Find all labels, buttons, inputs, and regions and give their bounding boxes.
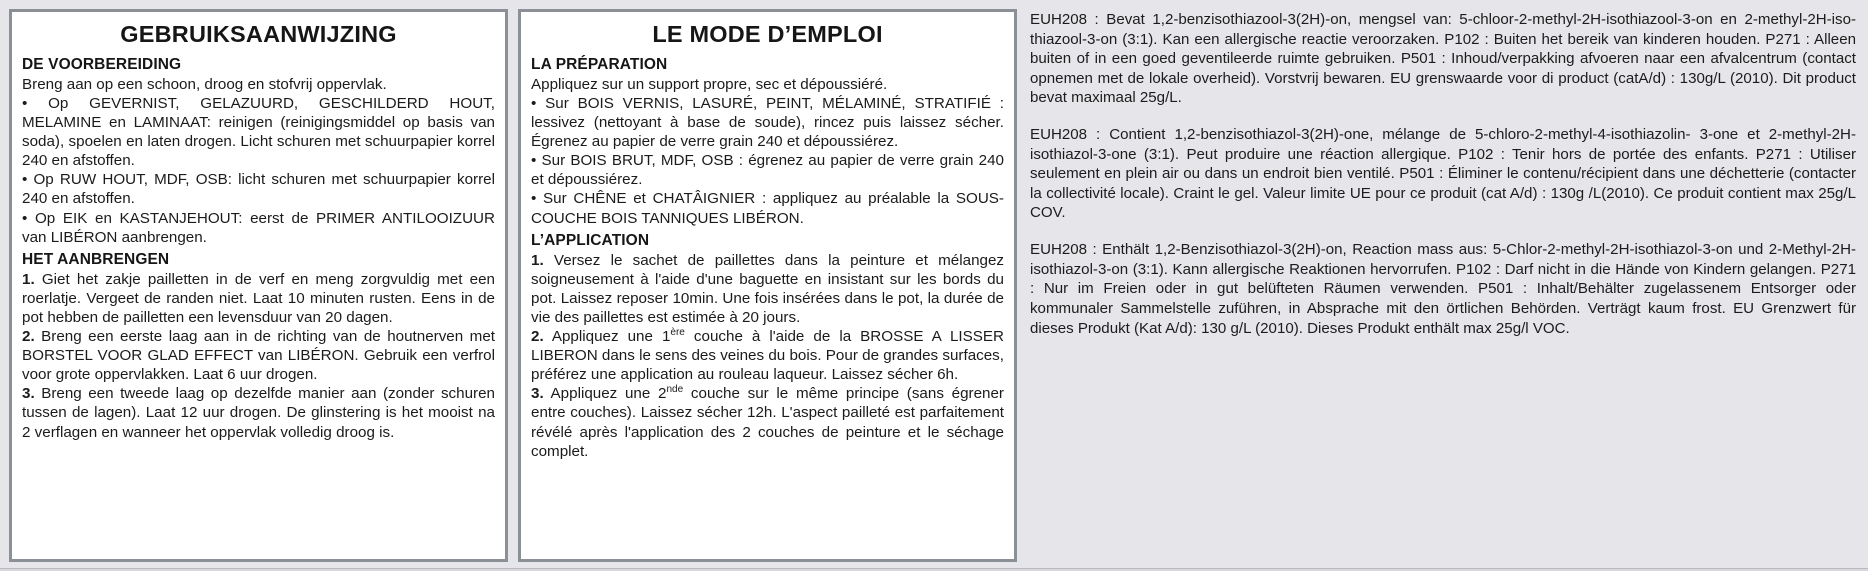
dutch-preparation-intro: Breng aan op een schoon, droog en stofvrij oppervlak. [22,75,387,93]
warning-paragraph-dutch: EUH208 : Bevat 1,2-benzisothiazool-3(2H)-on, mengsel van: 5-chloor-2-methyl-2H-isothiazool-3-on en 2-methyl-2H-iso-thiazool-3-on (3:1). Kan een allergische reactie veroorzaken. P102 : Buiten het bereik van kinderen houden. P271 : Alleen buiten of in een goed geventileerde ruimte gebruiken. P501 : Inhoud/verpakking afvoeren naar een afvalcentrum (contact opnemen met de lokale overheid). Vorstvrij bewaren. EU grenswaarde voor di product (catA/d) : 130g/L (2010). Dit product bevat maximaal 25g/L. [1030,11,1856,107]
french-preparation-bullet-2: • Sur BOIS BRUT, MDF, OSB : égrenez au papier de verre grain 240 et dépoussiérez. [531,152,1004,189]
warning-paragraph-german: EUH208 : Enthält 1,2-Benzisothiazol-3(2H)-on, Reaction mass aus: 5-Chlor-2-methyl-2H-isothiazol-3-on und 2-Methyl-2H-isothiazol-3-on (3:1). Kann allergische Reaktionen hervorrufen. P102 : Darf nicht in die Hände von Kindern gelangen. P271 : Nur im Freien oder in gut belüfteten Räumen verwenden. P501 : Inhalt/Behälter zugelassenem Entsorger oder kommunaler Sammelstelle zuführen, in Absprache mit den örtlichen Behörden. Verträgt kaum frost. EU Grenzwert für dieses Produkt (Kat A/d): 130 g/L (2010). Dieses Produkt enthält max 25g/l VOC. [1030,241,1856,337]
dutch-preparation-heading: DE VOORBEREIDING [22,55,182,73]
french-preparation-bullet-3: • Sur CHÊNE et CHATÂIGNIER : appliquez au préalable la SOUS-COUCHE BOIS TANNIQUES LIBÉRON. [531,190,1004,227]
french-step-1-text: Versez le sachet de paillettes dans la peinture et mélangez soigneusement à l'aide d'une baguette en insistant sur les bords du pot. Laissez reposer 10min. Une fois insérées dans le pot, la durée de vie des paillettes est estimée à 20 jours. [531,251,1004,327]
dutch-step-1-text: Giet het zakje pailletten in de verf en meng zorgvuldig met een roerlatje. Vergeet de randen niet. Laat 10 minuten rusten. Eens in de pot hebben de pailletten een levensduur van 20 dagen. [22,270,495,327]
dutch-step-1-number: 1. [22,270,35,288]
french-step-1 [531,251,1004,327]
dutch-preparation-bullet-3: • Op EIK en KASTANJEHOUT: eerst de PRIMER ANTILOOIZUUR van LIBÉRON aanbrengen. [22,209,495,246]
instruction-box-dutch [9,9,508,562]
warning-paragraph-french: EUH208 : Contient 1,2-benzisothiazol-3(2H)-one, mélange de 5-chloro-2-methyl-4-isothiazolin- 3-one et 2-methyl-2H-isothiazol-3-one (3:1). Peut produire une réaction allergique. P102 : Tenir hors de portée des enfants. P271 : Utiliser seulement en plein air ou dans un endroit bien ventilé. P501 : Éliminer le contenu/récipient dans une déchetterie (contacter la collectivité locale). Craint le gel. Valeur limite UE pour ce produit (cat A/d) : 130g /L(2010). Ce produit contient max 25g/L COV. [1030,126,1856,222]
dutch-preparation-bullet-1: • Op GEVERNIST, GELAZUURD, GESCHILDERD HOUT, MELAMINE en LAMINAAT: reinigen (reinigingsmiddel op basis van soda), spoelen en laten drogen. Licht schuren met schuurpapier korrel 240 en afstoffen. [22,95,495,170]
instruction-box-french [518,9,1017,562]
french-step-2-text: couche à l'aide de la BROSSE A LISSER LIBERON dans le sens des veines du bois. Pour de grandes surfaces, préférez une application au rouleau laqueur. Laissez sécher 6h. [531,328,1005,384]
french-step-1-number: 1. [531,251,544,269]
dutch-step-2-text: Breng een eerste laag aan in de richting van de houtnerven met BORSTEL VOOR GLAD EFFECT van LIBÉRON. Gebruik een verfrol voor grote oppervlakken. Laat 6 uur drogen. [22,328,495,384]
french-title: LE MODE D’EMPLOI [652,21,883,47]
french-step-3-number: 3. [531,385,544,403]
french-step-3-ordinal: nde [666,384,684,396]
french-application-heading: L’APPLICATION [531,231,650,249]
french-step-2-ordinal: ère [670,327,685,339]
french-step-3-text: couche sur le même principe (sans égrener entre couches). Laissez sécher 12h. L'aspect pailleté est parfaitement révélé après l'application des 2 couches de peinture et le séchage complet. [531,385,1004,460]
warnings-column [1017,0,1868,571]
dutch-title: GEBRUIKSAANWIJZING [120,21,397,47]
french-preparation-intro: Appliquez sur un support propre, sec et dépoussiéré. [531,75,888,93]
french-step-2-number: 2. [531,328,544,346]
dutch-step-3-number: 3. [22,385,35,403]
french-step-3 [531,384,1004,460]
french-step-2 [531,327,1004,384]
dutch-step-2 [22,327,495,384]
french-preparation-heading: LA PRÉPARATION [531,55,668,73]
french-preparation-bullet-1: • Sur BOIS VERNIS, LASURÉ, PEINT, MÉLAMINÉ, STRATIFIÉ : lessivez (nettoyant à base de soude), rincez puis laissez sécher. Égrenez au papier de verre grain 240 et dépoussiérez. [531,95,1004,151]
dutch-step-1 [22,270,495,327]
dutch-step-3-text: Breng een tweede laag op dezelfde manier aan (zonder schuren tussen de lagen). Laat 12 uur drogen. De glinstering is het mooist na 2 verflagen en wanneer het oppervlak volledig droog is. [22,385,495,441]
dutch-step-2-number: 2. [22,328,35,346]
french-step-3-prefix: Appliquez une 2 [543,385,667,403]
dutch-application-heading: HET AANBRENGEN [22,250,170,268]
dutch-preparation-bullet-2: • Op RUW HOUT, MDF, OSB: licht schuren met schuurpapier korrel 240 en afstoffen. [22,171,495,208]
dutch-step-3 [22,384,495,441]
french-step-2-prefix: Appliquez une 1 [543,328,671,346]
